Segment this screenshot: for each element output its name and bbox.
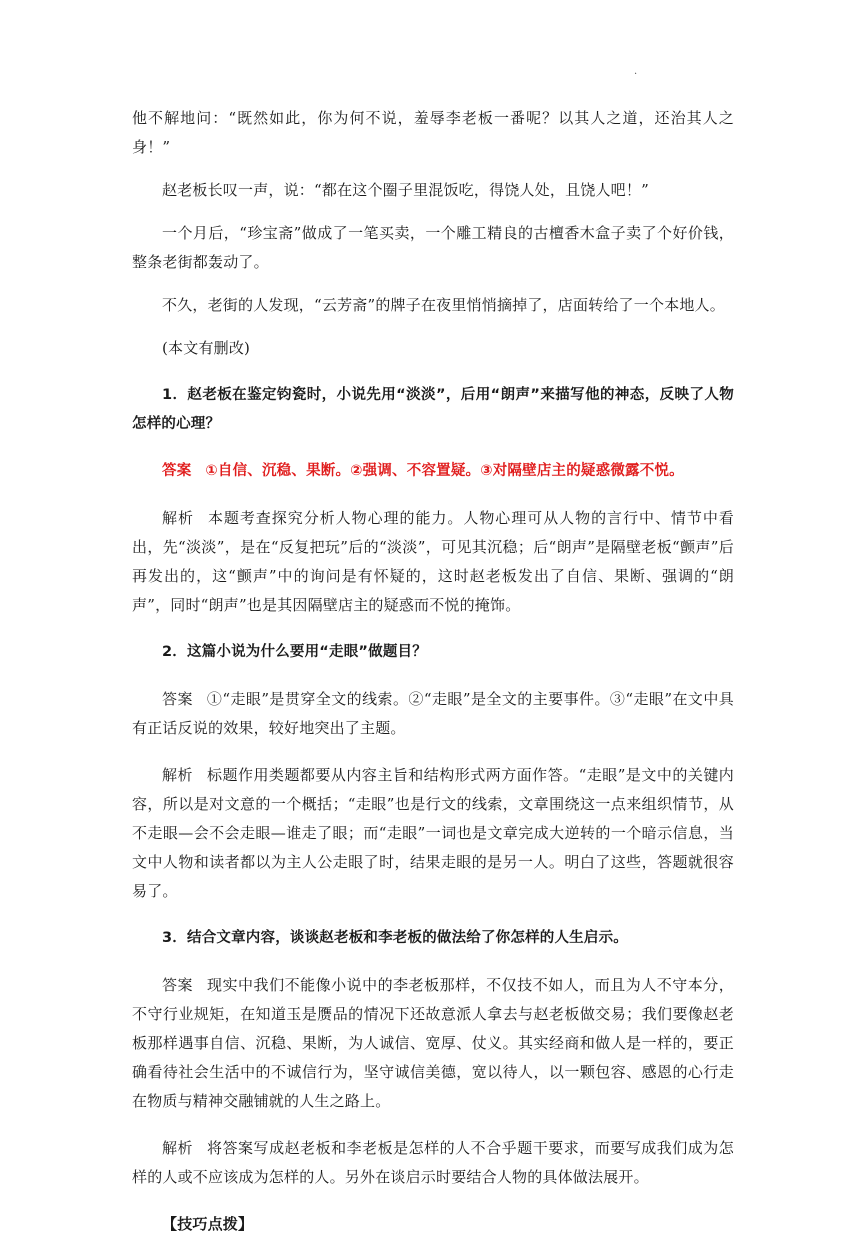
answer-3: [132, 971, 734, 1116]
analysis-text: 将答案写成赵老板和李老板是怎样的人不合乎题干要求，而要写成我们成为怎样的人或不应该成为怎样的人。另外在谈启示时要结合人物的具体做法展开。: [132, 1139, 734, 1186]
source-note: (本文有删改): [162, 339, 251, 357]
analysis-2: [132, 761, 734, 906]
story-paragraph: 赵老板长叹一声，说：“都在这个圈子里混饭吃，得饶人处，且饶人吧！”: [162, 181, 649, 199]
story-paragraph: 一个月后，“珍宝斋”做成了一笔买卖，一个雕工精良的古檀香木盒子卖了个好价钱，整条老街都轰动了。: [132, 224, 734, 271]
story-paragraph: 他不解地问：“既然如此，你为何不说，羞辱李老板一番呢？以其人之道，还治其人之身！”: [132, 109, 734, 156]
answer-1: [132, 457, 734, 486]
answer-label: 答案: [162, 463, 192, 479]
story-paragraph: 不久，老街的人发现，“云芳斋”的牌子在夜里悄悄摘掉了，店面转给了一个本地人。: [162, 296, 725, 314]
analysis-label: 解析: [162, 766, 193, 784]
question-3: 3．结合文章内容，谈谈赵老板和李老板的做法给了你怎样的人生启示。: [162, 930, 628, 946]
analysis-3: [132, 1134, 734, 1192]
analysis-label: 解析: [162, 1139, 194, 1157]
section-heading: 【技巧点拨】: [162, 1215, 254, 1233]
analysis-text: 标题作用类题都要从内容主旨和结构形式两方面作答。“走眼”是文中的关键内容，所以是对文意的一个概括；“走眼”也是行文的线索，文章围绕这一点来组织情节，从不走眼—会不会走眼—谁走了眼；而“走眼”一词也是文章完成大逆转的一个暗示信息，当文中人物和读者都以为主人公走眼了时，结果走眼的是另一人。明白了这些，答题就很容易了。: [132, 766, 735, 900]
document-body: [132, 104, 734, 1239]
answer-text: ①“走眼”是贯穿全文的线索。②“走眼”是全文的主要事件。③“走眼”在文中具有正话反说的效果，较好地突出了主题。: [132, 690, 734, 737]
answer-label: 答案: [162, 976, 194, 994]
analysis-label: 解析: [162, 509, 194, 527]
header-dot: .: [634, 66, 638, 77]
question-1: 1．赵老板在鉴定钧瓷时，小说先用“淡淡”，后用“朗声”来描写他的神态，反映了人物怎样的心理？: [132, 387, 734, 432]
answer-text: 现实中我们不能像小说中的李老板那样，不仅技不如人，而且为人不守本分，不守行业规矩，在知道玉是赝品的情况下还故意派人拿去与赵老板做交易；我们要像赵老板那样遇事自信、沉稳、果断，为人诚信、宽厚、仗义。其实经商和做人是一样的，要正确看待社会生活中的不诚信行为，坚守诚信美德，宽以待人，以一颗包容、感恩的心行走在物质与精神交融铺就的人生之路上。: [132, 976, 734, 1110]
analysis-1: [132, 504, 734, 620]
answer-text: ①自信、沉稳、果断。②强调、不容置疑。③对隔壁店主的疑惑微露不悦。: [205, 463, 684, 479]
answer-2: [132, 685, 734, 743]
answer-label: 答案: [162, 690, 193, 708]
analysis-text: 本题考查探究分析人物心理的能力。人物心理可从人物的言行中、情节中看出，先“淡淡”，是在“反复把玩”后的“淡淡”，可见其沉稳；后“朗声”是隔壁老板“颤声”后再发出的，这“颤声”中的询问是有怀疑的，这时赵老板发出了自信、果断、强调的“朗声”，同时“朗声”也是其因隔壁店主的疑惑而不悦的掩饰。: [132, 509, 734, 614]
question-2: 2．这篇小说为什么要用“走眼”做题目？: [162, 644, 427, 660]
